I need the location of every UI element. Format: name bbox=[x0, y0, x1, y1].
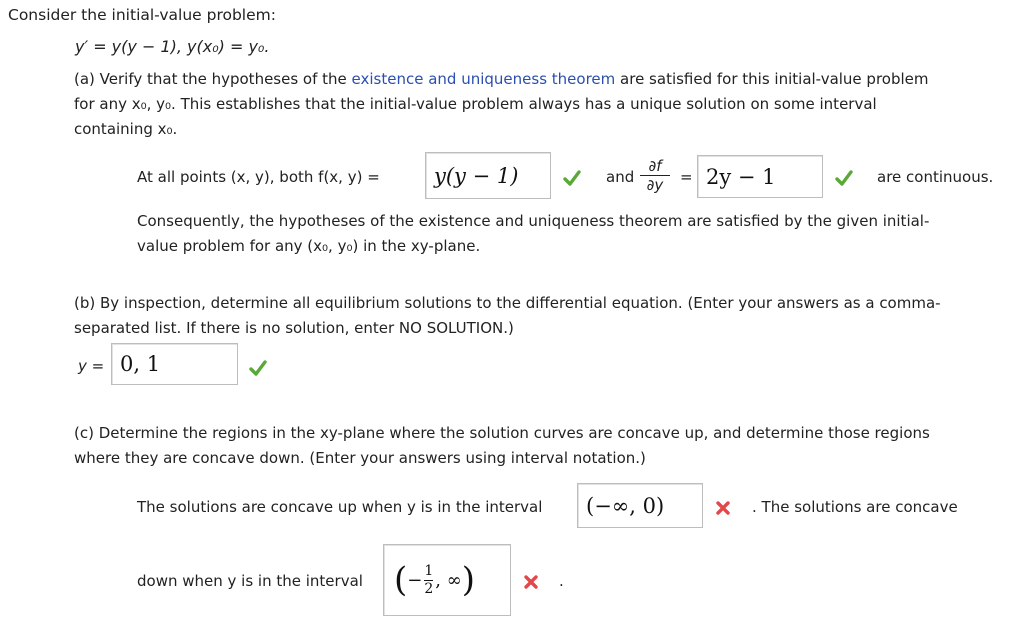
part-a-line1-pre: (a) Verify that the hypotheses of the bbox=[74, 70, 352, 88]
equals-sign: = bbox=[680, 168, 693, 186]
part-a-line1-post: are satisfied for this initial-value problem bbox=[615, 70, 929, 88]
check-icon bbox=[562, 168, 582, 188]
concave-up-prompt: The solutions are concave up when y is in the interval bbox=[137, 498, 543, 516]
one-half-fraction bbox=[424, 564, 433, 597]
existence-theorem-link[interactable]: existence and uniqueness theorem bbox=[351, 70, 616, 88]
part-c-line1: (c) Determine the regions in the xy-plane where the solution curves are concave up, and determine those regions bbox=[74, 424, 930, 442]
part-c-line2: where they are concave down. (Enter your answers using interval notation.) bbox=[74, 449, 646, 467]
partial-derivative-fraction bbox=[640, 158, 670, 193]
close-paren: ) bbox=[461, 560, 475, 600]
fraction-denominator: 2 bbox=[424, 580, 434, 597]
answer-f-field[interactable] bbox=[425, 152, 551, 199]
check-icon bbox=[248, 358, 268, 378]
part-b-line1: (b) By inspection, determine all equilibrium solutions to the differential equation. (Enter your answers as a comma- bbox=[74, 294, 941, 312]
and-label: and bbox=[606, 168, 635, 186]
ivp-equation: y′ = y(y − 1), y(x₀) = y₀. bbox=[75, 37, 270, 56]
equilibrium-label bbox=[78, 357, 104, 375]
answer-df-value: 2y − 1 bbox=[706, 164, 776, 189]
consequently-line1: Consequently, the hypotheses of the existence and uniqueness theorem are satisfied by the given initial- bbox=[137, 212, 930, 230]
deriv-denominator: ∂y bbox=[646, 176, 664, 194]
final-period: . bbox=[559, 572, 564, 590]
answer-f-value: y(y − 1) bbox=[434, 163, 519, 188]
consequently-line2: value problem for any (x₀, y₀) in the xy-plane. bbox=[137, 237, 481, 255]
part-b-line2: separated list. If there is no solution, enter NO SOLUTION.) bbox=[74, 319, 514, 337]
equilibrium-answer-value: 0, 1 bbox=[120, 352, 161, 376]
part-a-statement-post: are continuous. bbox=[877, 168, 994, 186]
concave-up-post: . The solutions are concave bbox=[752, 498, 958, 516]
part-a-line2: for any x₀, y₀. This establishes that the initial-value problem always has a unique solution on some interval bbox=[74, 95, 877, 113]
fraction-numerator: 1 bbox=[424, 562, 434, 579]
deriv-numerator: ∂f bbox=[648, 157, 662, 175]
answer-df-field[interactable] bbox=[697, 155, 823, 198]
concave-up-value: (−∞, 0) bbox=[586, 493, 665, 518]
equilibrium-answer-field[interactable] bbox=[111, 343, 238, 385]
concave-down-field[interactable] bbox=[383, 544, 511, 616]
intro-text: Consider the initial-value problem: bbox=[8, 6, 276, 24]
equilibrium-label-text: y = bbox=[78, 357, 105, 375]
part-a-line3: containing x₀. bbox=[74, 120, 178, 138]
cross-icon bbox=[523, 574, 539, 590]
infinity-part: , ∞ bbox=[435, 569, 462, 591]
part-a-line1 bbox=[74, 70, 929, 88]
part-a-statement-pre: At all points (x, y), both f(x, y) = bbox=[137, 168, 380, 186]
cross-icon bbox=[715, 500, 731, 516]
check-icon bbox=[834, 168, 854, 188]
minus-sign: − bbox=[407, 569, 423, 591]
concave-up-field[interactable] bbox=[577, 483, 703, 528]
open-paren: ( bbox=[394, 560, 408, 600]
concave-down-prompt: down when y is in the interval bbox=[137, 572, 363, 590]
